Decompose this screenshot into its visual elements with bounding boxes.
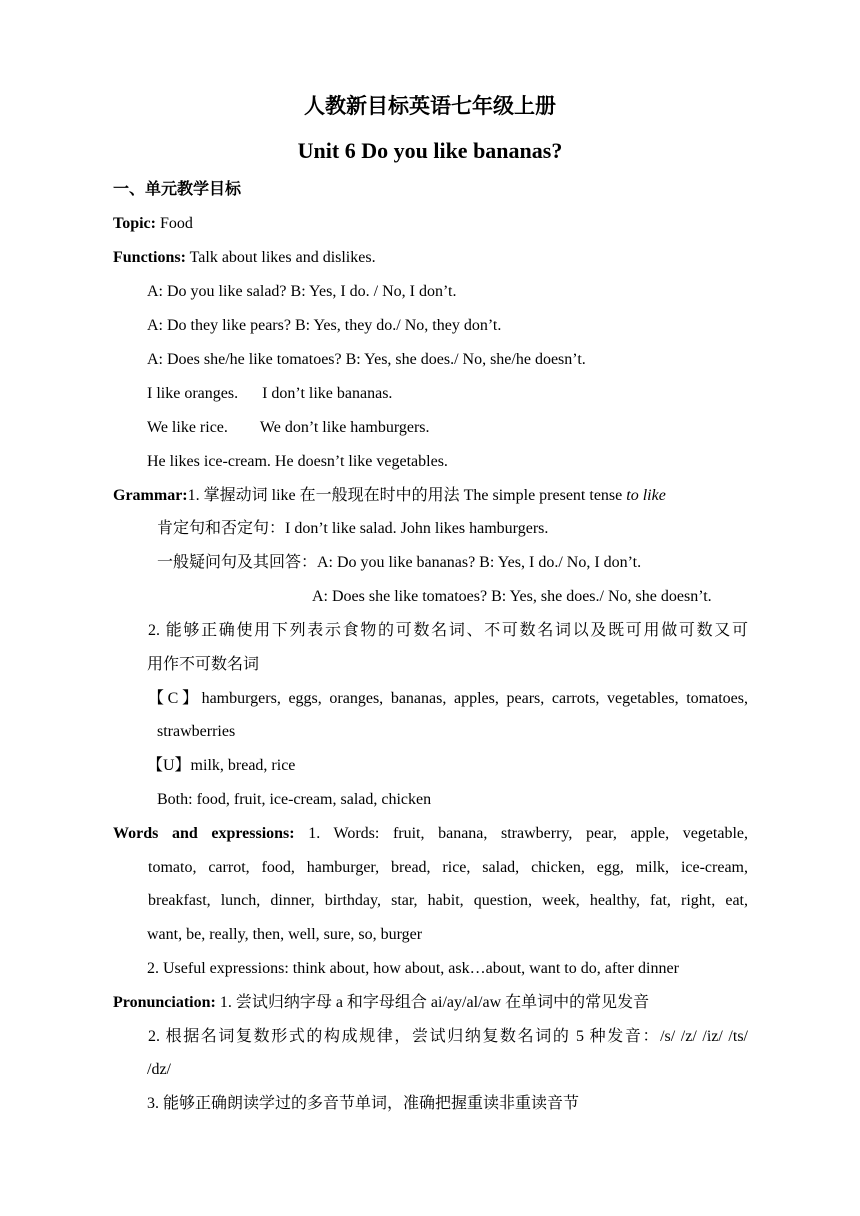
grammar-line-4: A: Does she like tomatoes? B: Yes, she does./ No, she doesn’t. (312, 588, 712, 605)
functions-example-3: A: Does she/he like tomatoes? B: Yes, she does./ No, she/he doesn’t. (147, 351, 586, 368)
topic-value: Food (155, 215, 193, 232)
functions-example-4 (147, 384, 392, 404)
functions-line (113, 248, 376, 268)
functions-label: Functions: (113, 249, 186, 266)
functions-example-1: A: Do you like salad? B: Yes, I do. / No, I don’t. (147, 283, 457, 300)
pronunciation-line-1 (113, 993, 649, 1013)
pronunciation-label: Pronunciation: (113, 994, 216, 1011)
words-line-2: tomato, carrot, food, hamburger, bread, rice, salad, chicken, egg, milk, ice-cream, (148, 859, 748, 876)
words-line-5: 2. Useful expressions: think about, how about, ask…about, want to do, after dinner (147, 960, 679, 977)
grammar-line-2: 肯定句和否定句：I don’t like salad. John likes hamburgers. (157, 520, 549, 537)
both-nouns: Both: food, fruit, ice-cream, salad, chicken (157, 791, 432, 808)
words-line-1 (113, 824, 748, 844)
grammar-label: Grammar: (113, 487, 188, 504)
pronunciation-item-2-b: /dz/ (147, 1061, 171, 1078)
pronunciation-item-2-a: 2. 根据名词复数形式的构成规律，尝试归纳复数名词的 5 种发音：/s/ /z/ /iz/ /ts/ (148, 1028, 748, 1045)
functions-pair2-a: We like rice. (147, 419, 228, 436)
pronunciation-item-1: 1. 尝试归纳字母 a 和字母组合 ai/ay/al/aw 在单词中的常见发音 (215, 994, 650, 1011)
uncountable-nouns: 【U】milk, bread, rice (147, 757, 296, 774)
functions-pair1-b: I don’t like bananas. (262, 385, 393, 402)
countable-nouns-a: 【C】hamburgers, eggs, oranges, bananas, apples, pears, carrots, vegetables, tomatoes, (148, 690, 748, 707)
functions-pair1-a: I like oranges. (147, 385, 239, 402)
grammar-item-2-b: 用作不可数名词 (147, 656, 260, 673)
topic-line (113, 214, 193, 234)
functions-example-5 (147, 418, 430, 438)
words-line-3: breakfast, lunch, dinner, birthday, star, habit, question, week, healthy, fat, right, eat, (148, 892, 748, 909)
words-item-1: 1. Words: fruit, banana, strawberry, pear, apple, vegetable, (294, 825, 749, 842)
functions-example-2: A: Do they like pears? B: Yes, they do./ No, they don’t. (147, 317, 502, 334)
grammar-item-2-a: 2. 能够正确使用下列表示食物的可数名词、不可数名词以及既可用做可数又可 (148, 622, 748, 639)
section-heading: 一、单元教学目标 (113, 181, 242, 198)
document-title: 人教新目标英语七年级上册 (304, 94, 556, 118)
topic-label: Topic: (113, 215, 156, 232)
functions-example-6: He likes ice-cream. He doesn’t like vegetables. (147, 453, 448, 470)
words-line-4: want, be, really, then, well, sure, so, burger (147, 926, 423, 943)
grammar-item-1: 1. 掌握动词 like 在一般现在时中的用法 The simple present tense (187, 487, 627, 504)
pronunciation-item-3: 3. 能够正确朗读学过的多音节单词，准确把握重读非重读音节 (147, 1095, 580, 1112)
grammar-line-3: 一般疑问句及其回答：A: Do you like bananas? B: Yes, I do./ No, I don’t. (157, 554, 642, 571)
countable-nouns-b: strawberries (157, 723, 236, 740)
grammar-line-1 (113, 486, 666, 506)
unit-title: Unit 6 Do you like bananas? (297, 138, 563, 163)
functions-value: Talk about likes and dislikes. (185, 249, 376, 266)
grammar-item-1-italic: to like (626, 487, 666, 504)
words-label: Words and expressions: (113, 825, 295, 842)
functions-pair2-b: We don’t like hamburgers. (259, 419, 430, 436)
